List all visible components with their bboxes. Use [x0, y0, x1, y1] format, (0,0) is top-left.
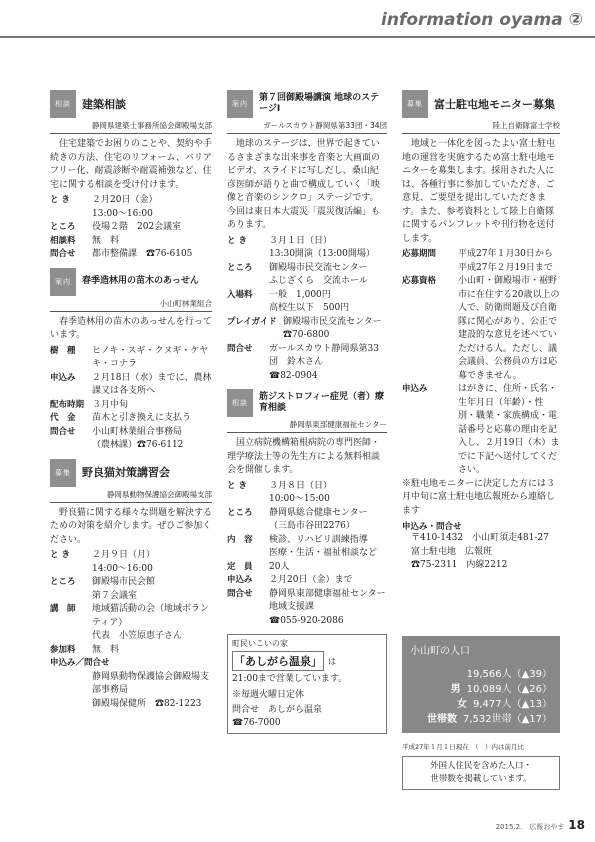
- row-key: 定 員: [227, 561, 253, 572]
- row-key: 相談料: [50, 235, 76, 246]
- monitor-contact: 〒410-1432 小山町須走481-27 富士駐屯地 広報班 ☎75-2311 内線2212: [411, 533, 549, 570]
- row-value: 静岡県総合健康センター （三島市谷田2276）: [269, 507, 368, 531]
- row-value: 一般 1,000円 高校生以下 500円: [269, 289, 350, 313]
- row-value: ヒノキ・スギ・クヌギ・ケヤキ・コナラ: [92, 345, 209, 369]
- section-body: 野良猫に関する様々な問題を解決するための対策を紹介します。ぜひご参加ください。: [50, 507, 213, 545]
- row-key: 申込み: [402, 384, 428, 394]
- row-key: 問合せ: [227, 343, 253, 354]
- row-value: はがきに、住所・氏名・生年月日（年齢）・性別・職業・家族構成・電話番号と応募の理由を記入し、２月19日（木）までに下記へ送付してください。: [458, 384, 560, 475]
- row-key: ところ: [227, 507, 253, 518]
- row-key: と き: [50, 195, 70, 205]
- row-value: ２月20日（金）まで: [269, 575, 353, 585]
- row-value: ３月１日（日） 13:30開演（13:00開場）: [269, 235, 375, 259]
- row-key: ところ: [227, 262, 253, 273]
- section-stray-cat: [50, 459, 212, 712]
- monitor-contact-label: 申込み・問合せ: [402, 522, 462, 532]
- column-2: [227, 90, 391, 734]
- section-title: 第７回御殿場講演 地球のステージⅠ: [259, 93, 379, 114]
- section-org: 静岡県動物保護協会御殿場支部: [50, 487, 212, 503]
- population-label: 女: [456, 699, 467, 710]
- row-key: ところ: [50, 577, 76, 587]
- population-male: 10,089人（▲26）: [466, 684, 552, 695]
- row-key: 問合せ: [50, 426, 76, 437]
- section-tag: 案内: [50, 268, 76, 296]
- row-value: ２月18日（水）までに、農林課又は各支所へ: [92, 372, 212, 396]
- section-title: 筋ジストロフィー症児（者）療育相談: [259, 392, 385, 413]
- row-value: ２月20日（金） 13:00～16:00: [92, 195, 158, 219]
- section-body: 住宅建築でお困りのことや、契約や手続きの方法、住宅のリフォーム、バリアフリー化、耐震診断や耐震補強など、住宅に関する相談を受け付けます。: [50, 139, 212, 190]
- row-key: 入場料: [227, 289, 253, 300]
- row-key: 申込み／問合せ: [50, 658, 110, 668]
- row-value: ３月８日（日） 10:00～15:00: [269, 480, 333, 504]
- row-value: ガールスカウト静岡県第33団 鈴木さん ☎82-0904: [269, 343, 380, 381]
- section-tag: 募集: [50, 459, 76, 487]
- row-key: プレイガイド: [227, 316, 277, 327]
- onsen-name-suffix: は: [328, 656, 336, 666]
- section-body: 地域と一体化を図ったよい富士駐屯地の運営を実施するため富士駐屯地モニターを募集します。採用された人には、各種行事に参加していただき、ご意見、ご要望を提出していただきます。また、参考資料として陸上自衛隊に関するパンフレットや刊行物を送付します。: [402, 139, 556, 244]
- row-value: 20人: [269, 561, 290, 572]
- page-footer: [496, 818, 585, 832]
- row-key: 代 金: [50, 413, 76, 423]
- section-title: 富士駐屯地モニター募集: [434, 97, 555, 111]
- row-value: 役場２階 202会議室: [92, 222, 182, 232]
- row-key: 申込み: [50, 372, 76, 383]
- population-female: 9,477人（▲13）: [472, 699, 552, 710]
- contact-info: 静岡県動物保護協会御殿場支部事務局 御殿場保健所 ☎82-1223: [92, 671, 210, 709]
- page-number: 18: [568, 818, 585, 832]
- section-tag: 案内: [227, 90, 253, 118]
- row-value: [106, 657, 212, 671]
- section-title: 建築相談: [82, 97, 126, 111]
- column-1: [50, 90, 212, 717]
- row-key: 問合せ: [227, 588, 253, 599]
- row-key: と き: [50, 550, 70, 560]
- section-title: 春季造林用の苗木のあっせん: [82, 276, 199, 286]
- row-key: と き: [227, 480, 247, 491]
- row-value: 地域猫活動の会（地域ボランティア） 代表 小笠原恵子さん: [92, 604, 210, 641]
- monitor-note: ※駐屯地モニターに決定した方には３月中旬に富士駐屯地広報班から連絡します: [402, 478, 556, 516]
- section-body: 春季造林用の苗木のあっせんを行っています。: [50, 316, 212, 340]
- row-key: 講 師: [50, 604, 76, 614]
- row-value: 御殿場市民会館 第７会議室: [92, 577, 156, 601]
- row-key: 問合せ: [50, 249, 76, 259]
- row-value: 御殿場市民交流センター ☎70-6800: [283, 316, 391, 340]
- section-body: 地球のステージは、世界で起きているさまざまな出来事を音楽と大画面のビデオ、スライドに写しだし、桑山紀彦医師が語りと曲で構成していく「映像と音楽のシンクロ」ステージです。今回は東日本大震災「震災復活編」もあります。: [227, 139, 381, 230]
- onsen-name: 「あしがら温泉」: [232, 651, 324, 671]
- section-title: 野良猫対策講習会: [82, 466, 170, 479]
- population-title: 小山町の人口: [410, 646, 470, 657]
- section-tag: 募集: [402, 90, 428, 118]
- row-key: ところ: [50, 222, 76, 232]
- population-footnote: 外国人住民を含めた人口・ 世帯数を掲載しています。: [402, 756, 560, 790]
- row-key: 申込み: [227, 575, 253, 585]
- section-org: ガールスカウト静岡県第33団・34団: [227, 118, 387, 134]
- section-architecture-consult: [50, 90, 212, 262]
- section-org: 静岡県建築士事務所協会御殿場支部: [50, 118, 212, 134]
- section-org: 陸上自衛隊富士学校: [402, 118, 560, 134]
- section-monitor-recruit: [402, 90, 560, 573]
- row-key: 応募期間: [402, 249, 437, 259]
- row-value: 小山町林業組合事務局 （農林課）☎76-6112: [92, 426, 184, 450]
- onsen-closed-day: ※毎週火曜日定休: [232, 689, 305, 700]
- onsen-notice: [227, 634, 387, 734]
- row-value: ３月中旬: [92, 399, 129, 410]
- section-body: 国立病院機構箱根病院の専門医師・理学療法士等の先生方による無料相談会を開催します。: [227, 438, 381, 475]
- population-label: 男: [450, 684, 461, 695]
- header-rule: [0, 36, 595, 38]
- row-value: 無 料: [92, 644, 120, 655]
- row-value: 苗木と引き換えに支払う: [92, 413, 192, 423]
- population-total: 19,566人（▲39）: [466, 669, 552, 680]
- row-key: 内 容: [227, 534, 253, 545]
- population-box: [402, 636, 560, 733]
- row-key: と き: [227, 235, 247, 246]
- row-value: 検診、リハビリ訓練指導 医療・生活・福祉相談など: [269, 534, 378, 558]
- row-key: 樹 種: [50, 345, 76, 356]
- section-tag: 相談: [50, 90, 76, 118]
- page-header-title: information oyama ②: [381, 10, 583, 30]
- population-households: 7,532世帯（▲17）: [462, 714, 552, 725]
- row-key: 参加料: [50, 644, 76, 655]
- row-value: 無 料: [92, 235, 120, 246]
- issue-label: 2015.2. 広報おやま: [495, 823, 565, 831]
- onsen-notice-title: 町民いこいの家: [232, 639, 288, 648]
- section-muscular-dystrophy: [227, 389, 387, 628]
- onsen-hours: 21:00まで営業しています。: [232, 674, 348, 684]
- section-tag: 相談: [227, 389, 253, 417]
- row-value: 御殿場市民交流センター ふじざくら 交流ホール: [269, 262, 368, 286]
- row-value: 静岡県東部健康福祉センター地域支援課 ☎055-920-2086: [269, 588, 386, 626]
- row-value: 平成27年１月30日から 平成27年２月19日まで: [458, 249, 553, 273]
- row-key: 応募資格: [402, 276, 437, 286]
- column-3: [402, 90, 560, 579]
- section-seedlings: [50, 268, 212, 453]
- section-earth-stage: [227, 90, 391, 383]
- row-value: 小山町・御殿場市・裾野市に在住する20歳以上の人で、防衛問題及び自衛隊に関心があり、公正で建設的な意見を述べていただける人。ただし、議会議員、公務員の方は応募できません。: [458, 276, 560, 381]
- row-value: ２月９日（月） 14:00～16:00: [92, 550, 156, 574]
- section-org: 小山町林業組合: [50, 296, 212, 312]
- onsen-contact: 問合せ あしがら温泉 ☎76-7000: [232, 705, 323, 728]
- population-label: 世帯数: [426, 714, 457, 725]
- row-value: 都市整備課 ☎76-6105: [92, 249, 193, 259]
- population-asof: 平成27年１月１日現在 （ ）内は前月比: [402, 742, 560, 751]
- row-key: 配布時期: [50, 399, 85, 410]
- section-org: 静岡県東部健康福祉センター: [227, 417, 387, 433]
